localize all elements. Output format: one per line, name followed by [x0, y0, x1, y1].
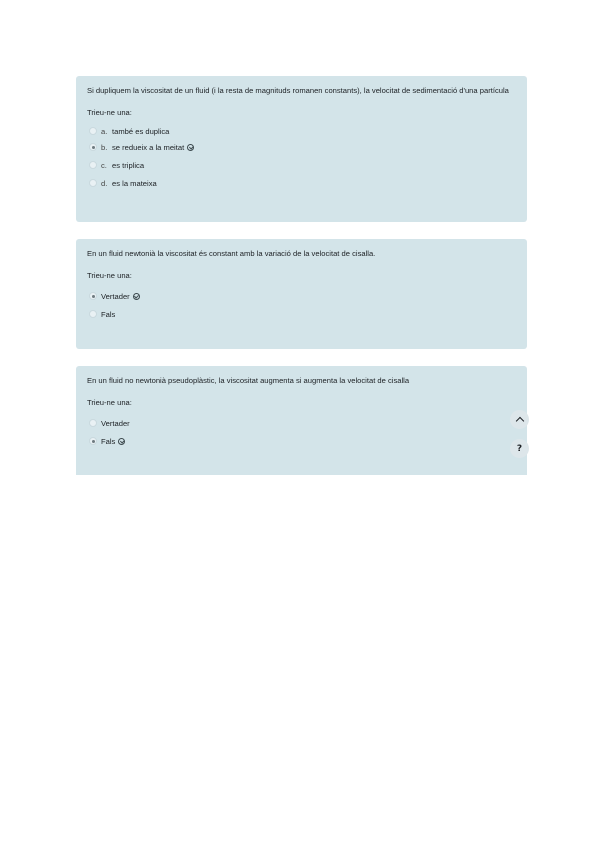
option-letter: b.	[101, 142, 108, 152]
option-label: Fals	[101, 436, 116, 446]
question-card-1	[76, 76, 527, 222]
option-label: Fals	[101, 309, 116, 319]
radio-button[interactable]	[89, 161, 97, 169]
question-text: En un fluid newtonià la viscositat és constant amb la variació de la velocitat de cisalla.	[87, 249, 376, 258]
radio-button[interactable]	[89, 127, 97, 135]
option-label: també es duplica	[112, 126, 170, 136]
radio-button[interactable]	[89, 419, 97, 427]
answer-list	[87, 124, 516, 192]
help-label: ?	[516, 443, 523, 454]
correct-check-icon	[118, 438, 125, 445]
option-letter: d.	[101, 178, 108, 188]
answer-option-a[interactable]	[87, 124, 516, 138]
answer-option-b[interactable]	[87, 138, 516, 156]
radio-button[interactable]	[89, 179, 97, 187]
option-label: Vertader	[101, 418, 130, 428]
answer-prompt: Trieu-ne una:	[87, 108, 132, 117]
answer-option-c[interactable]	[87, 156, 516, 174]
question-card-3	[76, 366, 527, 475]
chevron-up-icon	[515, 417, 523, 425]
question-card-2	[76, 239, 527, 349]
option-letter: a.	[101, 126, 108, 136]
answer-list	[87, 414, 516, 450]
answer-option-d[interactable]	[87, 174, 516, 192]
scroll-top-button[interactable]	[510, 410, 529, 429]
radio-button[interactable]	[89, 310, 97, 318]
help-button[interactable]	[510, 439, 529, 458]
answer-option-true[interactable]	[87, 287, 516, 305]
answer-list	[87, 287, 516, 323]
answer-option-false[interactable]	[87, 432, 516, 450]
answer-option-true[interactable]	[87, 414, 516, 432]
correct-check-icon	[187, 144, 194, 151]
question-text: En un fluid no newtonià pseudoplàstic, la viscositat augmenta si augmenta la velocitat de cisalla	[87, 376, 410, 385]
radio-button-selected[interactable]	[89, 437, 97, 445]
correct-check-icon	[133, 293, 140, 300]
answer-prompt: Trieu-ne una:	[87, 398, 132, 407]
question-text: Si dupliquem la viscositat de un fluid (i la resta de magnituds romanen constants), la velocitat de sedimentació d'una partícula	[87, 86, 509, 95]
option-label: es triplica	[112, 160, 145, 170]
radio-button-selected[interactable]	[89, 143, 97, 151]
answer-prompt: Trieu-ne una:	[87, 271, 132, 280]
answer-option-false[interactable]	[87, 305, 516, 323]
option-label: se redueix a la meitat	[112, 142, 185, 152]
option-label: Vertader	[101, 291, 130, 301]
radio-button-selected[interactable]	[89, 292, 97, 300]
option-label: es la mateixa	[112, 178, 157, 188]
option-letter: c.	[101, 160, 107, 170]
